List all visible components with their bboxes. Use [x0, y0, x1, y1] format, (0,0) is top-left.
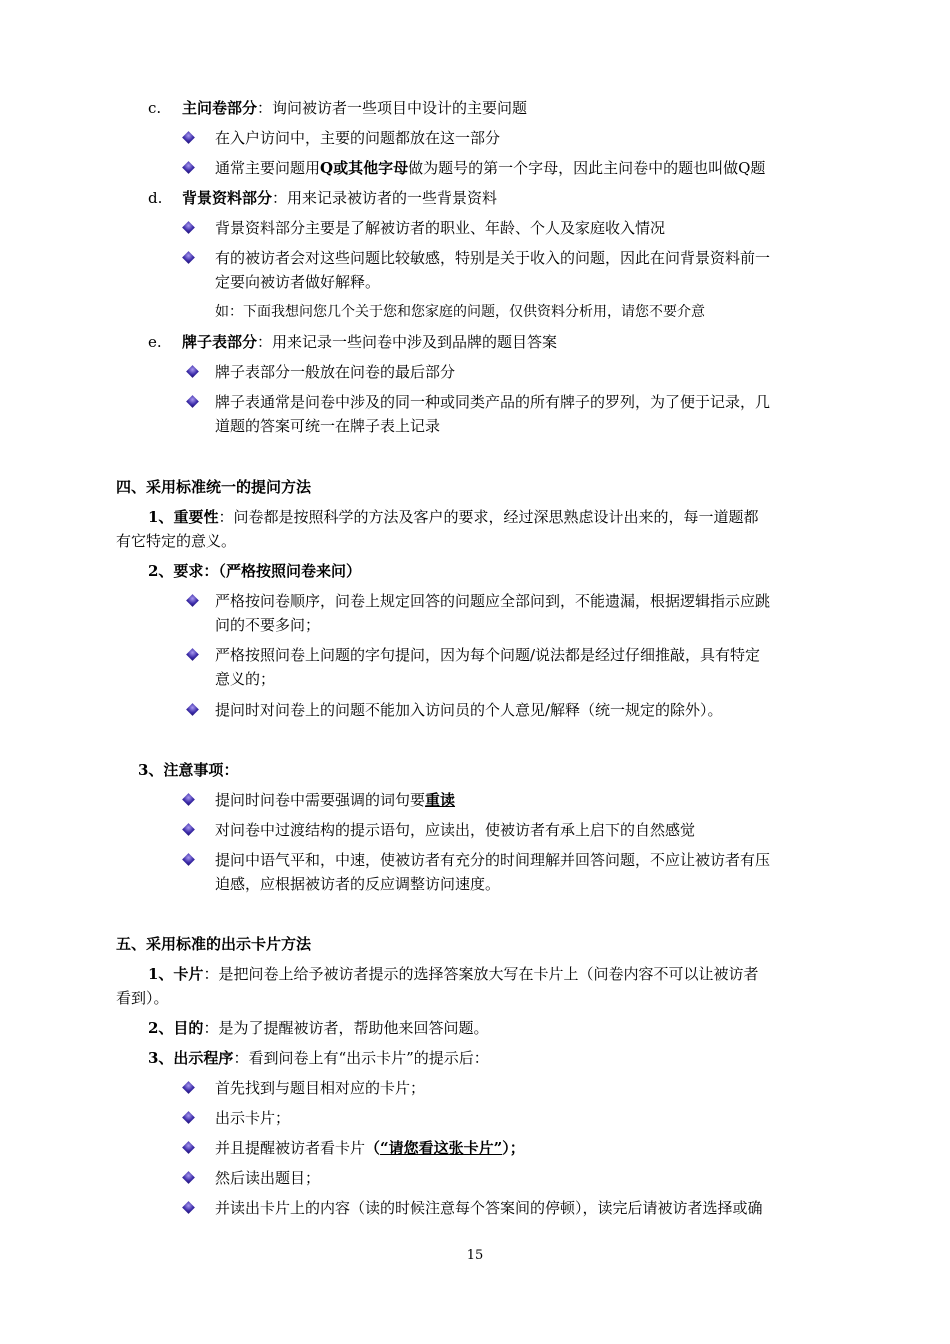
bullet-text: 背景资料部分主要是了解被访者的职业、年龄、个人及家庭收入情况 [215, 219, 666, 237]
s5-para-1-cont: 看到）。 [116, 989, 169, 1007]
bullet-text: 然后读出题目； [215, 1169, 321, 1187]
s5-para-2-bold: 2、目的 [148, 1019, 204, 1037]
item-c-title: 主问卷部分 [182, 99, 258, 117]
diamond-bullet-icon [182, 793, 195, 806]
bullet-text: 首先找到与题目相对应的卡片； [215, 1079, 426, 1097]
diamond-bullet-icon [186, 395, 199, 408]
diamond-bullet-icon [182, 131, 195, 144]
bullet-text [215, 158, 765, 178]
s4-para-1 [148, 507, 758, 527]
item-d-desc: ：用来记录被访者的一些背景资料 [272, 189, 498, 207]
bullet-text: 提问时对问卷上的问题不能加入访问员的个人意见/解释（统一规定的除外）。 [215, 701, 723, 719]
bullet-text: 对问卷中过渡结构的提示语句，应读出，使被访者有承上启下的自然感觉 [215, 821, 696, 839]
diamond-bullet-icon [186, 703, 199, 716]
item-d-title: 背景资料部分 [182, 189, 273, 207]
item-c-letter: c. [148, 99, 162, 117]
s4-para-1-cont: 有它特定的意义。 [116, 532, 237, 550]
item-c-desc: ：询问被访者一些项目中设计的主要问题 [257, 99, 528, 117]
bullet-text-part: 提问时问卷中需要强调的词句要 [215, 791, 426, 809]
bullet-text-part: 并且提醒被访者看卡片 [215, 1139, 366, 1157]
item-e-desc: ：用来记录一些问卷中涉及到品牌的题目答案 [257, 333, 558, 351]
diamond-bullet-icon [182, 1111, 195, 1124]
bullet-text-bold: ）； [502, 1139, 525, 1157]
item-e-letter: e. [148, 333, 162, 351]
bullet-text: 出示卡片； [215, 1109, 291, 1127]
s5-para-3-text: ：看到问卷上有“出示卡片”的提示后： [233, 1049, 489, 1067]
example-text: 如：下面我想问您几个关于您和您家庭的问题，仅供资料分析用，请您不要介意 [215, 304, 705, 320]
bullet-text [215, 790, 455, 810]
bullet-text-emphasis: 重读 [425, 791, 456, 809]
diamond-bullet-icon [186, 648, 199, 661]
item-e-title: 牌子表部分 [182, 333, 258, 351]
s5-para-1-text: ：是把问卷上给予被访者提示的选择答案放大写在卡片上（问卷内容不可以让被访者 [203, 965, 759, 983]
bullet-text-part: 做为题号的第一个字母，因此主问卷中的题也叫做Q题 [408, 159, 766, 177]
bullet-text-cont: 意义的； [215, 670, 276, 688]
s4-para-1-bold: 重要性 [173, 508, 219, 526]
s5-para-2 [148, 1018, 488, 1038]
s4-para-3: 3、注意事项： [138, 761, 239, 779]
diamond-bullet-icon [186, 365, 199, 378]
bullet-text [215, 1138, 525, 1158]
diamond-bullet-icon [182, 853, 195, 866]
bullet-text-part: 通常主要问题用 [215, 159, 321, 177]
diamond-bullet-icon [182, 221, 195, 234]
bullet-text: 牌子表部分一般放在问卷的最后部分 [215, 363, 456, 381]
diamond-bullet-icon [186, 594, 199, 607]
item-e-line [182, 332, 557, 352]
bullet-text-cont: 问的不要多问； [215, 616, 321, 634]
bullet-text: 有的被访者会对这些问题比较敏感，特别是关于收入的问题，因此在问背景资料前一 [215, 249, 771, 267]
diamond-bullet-icon [182, 1141, 195, 1154]
bullet-text: 并读出卡片上的内容（读的时候注意每个答案间的停顿），读完后请被访者选择或确 [215, 1199, 763, 1217]
s5-para-3 [148, 1048, 489, 1068]
diamond-bullet-icon [182, 823, 195, 836]
item-c-line [182, 98, 527, 118]
bullet-text-quote: “请您看这张卡片” [380, 1139, 503, 1157]
bullet-text-cont: 迫感，应根据被访者的反应调整访问速度。 [215, 875, 501, 893]
s4-para-2: 2、要求：（严格按照问卷来问） [148, 562, 361, 580]
bullet-text-bold: Q或其他字母 [320, 159, 409, 177]
bullet-text: 严格按问卷顺序，问卷上规定回答的问题应全部问到，不能遗漏，根据逻辑指示应跳 [215, 592, 771, 610]
s4-para-1-num: 1、 [148, 508, 174, 526]
diamond-bullet-icon [182, 251, 195, 264]
s4-para-1-text: ：问卷都是按照科学的方法及客户的要求，经过深思熟虑设计出来的，每一道题都 [218, 508, 759, 526]
bullet-text: 在入户访问中，主要的问题都放在这一部分 [215, 129, 501, 147]
item-d-line [182, 188, 497, 208]
bullet-text: 提问中语气平和，中速，使被访者有充分的时间理解并回答问题，不应让被访者有压 [215, 851, 771, 869]
s5-para-2-text: ：是为了提醒被访者，帮助他来回答问题。 [203, 1019, 489, 1037]
s5-para-3-bold: 3、出示程序 [148, 1049, 234, 1067]
diamond-bullet-icon [182, 1171, 195, 1184]
s5-para-1 [148, 964, 758, 984]
bullet-text-cont: 道题的答案可统一在牌子表上记录 [215, 417, 441, 435]
bullet-text: 牌子表通常是问卷中涉及的同一种或同类产品的所有牌子的罗列，为了便于记录，几 [215, 393, 771, 411]
section-5-heading: 五、采用标准的出示卡片方法 [116, 935, 312, 953]
section-4-heading: 四、采用标准统一的提问方法 [116, 478, 312, 496]
page-number: 15 [466, 1248, 484, 1263]
diamond-bullet-icon [182, 1081, 195, 1094]
s5-para-1-bold: 1、卡片 [148, 965, 204, 983]
bullet-text: 严格按照问卷上问题的字句提问，因为每个问题/说法都是经过仔细推敲，具有特定 [215, 646, 761, 664]
diamond-bullet-icon [182, 1201, 195, 1214]
item-d-letter: d. [148, 189, 163, 207]
bullet-text-cont: 定要向被访者做好解释。 [215, 273, 381, 291]
bullet-text-bold: （ [365, 1139, 381, 1157]
diamond-bullet-icon [182, 161, 195, 174]
